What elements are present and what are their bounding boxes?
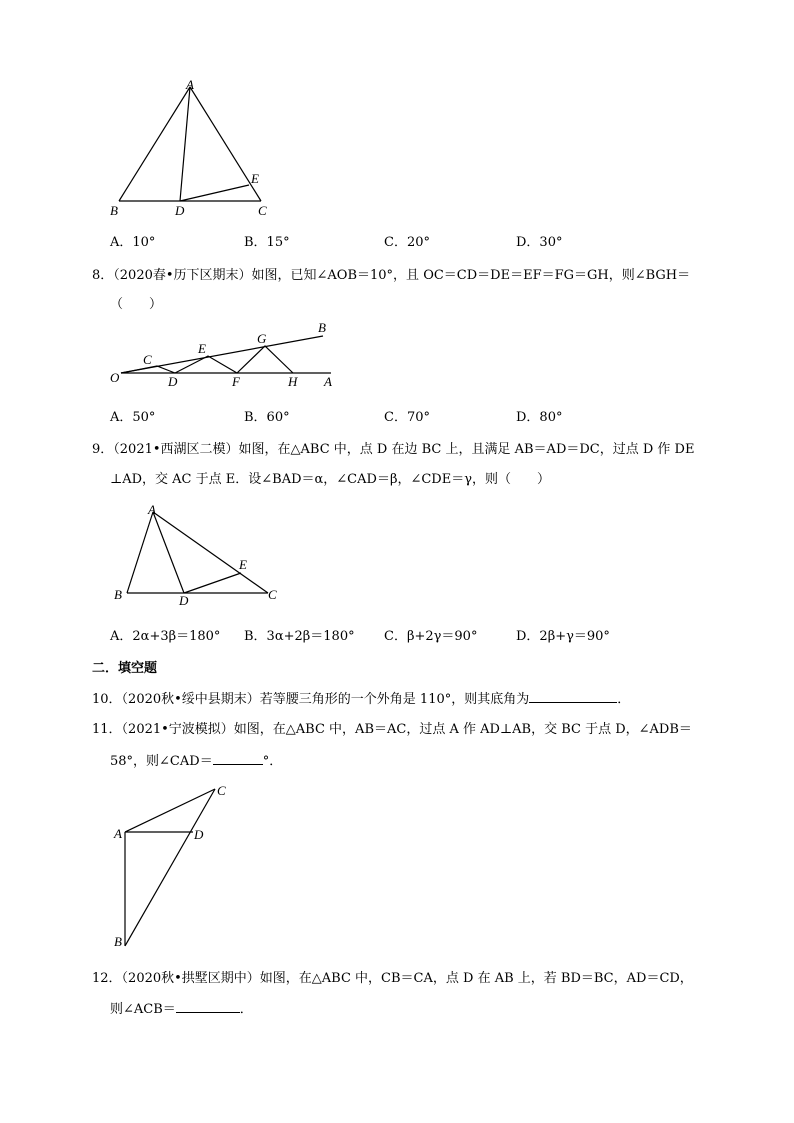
fig8-label-D: D — [168, 374, 178, 389]
fig7-label-B: B — [110, 203, 118, 218]
figure-q7 — [100, 75, 290, 220]
q8-option-a: A．50° — [110, 410, 156, 425]
q8-options — [110, 406, 710, 424]
q7-option-c: C．20° — [384, 235, 430, 250]
q10-line — [92, 688, 630, 707]
q9-line2: ⊥AD，交 AC 于点 E．设∠BAD＝α，∠CAD＝β，∠CDE＝γ，则（ ） — [110, 472, 550, 487]
fig8-label-A: A — [324, 374, 332, 389]
q11-line1: 11．（2021•宁波模拟）如图，在△ABC 中，AB＝AC，过点 A 作 AD⊥AB，交 BC 于点 D，∠ADB＝ — [92, 722, 692, 737]
fig9-label-A: A — [148, 502, 156, 517]
fig9-label-E: E — [239, 557, 247, 572]
fig11-label-C: C — [217, 783, 226, 798]
q7-options — [110, 231, 710, 249]
q9-option-c: C．β+2γ＝90° — [384, 629, 478, 644]
q9-option-b: B．3α+2β＝180° — [244, 629, 355, 644]
fig8-label-F: F — [232, 374, 240, 389]
q9-line1: 9．（2021•西湖区二模）如图，在△ABC 中，点 D 在边 BC 上，且满足 AB＝AD＝DC，过点 D 作 DE — [92, 442, 695, 457]
q7-option-a: A．10° — [110, 235, 156, 250]
q12-answer-blank[interactable] — [176, 999, 240, 1013]
figure-q11 — [105, 780, 245, 952]
q9-option-a: A．2α+3β＝180° — [110, 629, 221, 644]
q12-line2 — [110, 998, 253, 1017]
section-heading-fill-in: 二．填空题 — [92, 661, 158, 676]
q11-line2-pre: 58°，则∠CAD＝ — [110, 754, 213, 769]
q12-line2-post: ． — [239, 1002, 253, 1017]
q10-end: ． — [617, 692, 631, 707]
fig8-label-O: O — [110, 370, 120, 385]
q8-line2: （ ） — [110, 297, 163, 312]
fig8-label-G: G — [257, 331, 267, 346]
q9-options — [110, 625, 710, 643]
q8-option-c: C．70° — [384, 410, 430, 425]
q8-option-b: B．60° — [244, 410, 290, 425]
figure-q9 — [105, 497, 290, 609]
q8-line1: 8．（2020春•历下区期末）如图，已知∠AOB＝10°，且 OC＝CD＝DE＝EF＝FG＝GH，则∠BGH＝ — [92, 268, 691, 283]
fig9-label-B: B — [114, 587, 122, 602]
fig7-label-E: E — [251, 171, 259, 186]
fig8-label-B: B — [318, 320, 326, 335]
fig7-label-D: D — [175, 203, 185, 218]
fig11-label-A: A — [114, 826, 122, 841]
q11-line2-post: °． — [262, 754, 283, 769]
q10-answer-blank[interactable] — [529, 689, 617, 703]
fig8-label-H: H — [288, 374, 298, 389]
fig8-label-C: C — [143, 352, 152, 367]
q11-line2 — [110, 750, 282, 769]
fig9-label-D: D — [179, 593, 189, 608]
fig9-label-C: C — [268, 587, 277, 602]
fig7-label-A: A — [186, 77, 194, 92]
fig11-label-D: D — [194, 827, 204, 842]
fig11-label-B: B — [114, 934, 122, 949]
q11-answer-blank[interactable] — [213, 751, 263, 765]
q10-text: 10．（2020秋•绥中县期末）若等腰三角形的一个外角是 110°，则其底角为 — [92, 692, 530, 707]
q7-option-b: B．15° — [244, 235, 290, 250]
fig7-label-C: C — [258, 203, 267, 218]
figure-q8 — [105, 318, 345, 393]
fig8-label-E: E — [198, 341, 206, 356]
q9-option-d: D．2β+γ＝90° — [516, 629, 610, 644]
q7-option-d: D．30° — [516, 235, 563, 250]
q8-option-d: D．80° — [516, 410, 563, 425]
q12-line1: 12．（2020秋•拱墅区期中）如图，在△ABC 中，CB＝CA，点 D 在 AB 上，若 BD＝BC，AD＝CD， — [92, 971, 693, 986]
q12-line2-pre: 则∠ACB＝ — [110, 1002, 176, 1017]
